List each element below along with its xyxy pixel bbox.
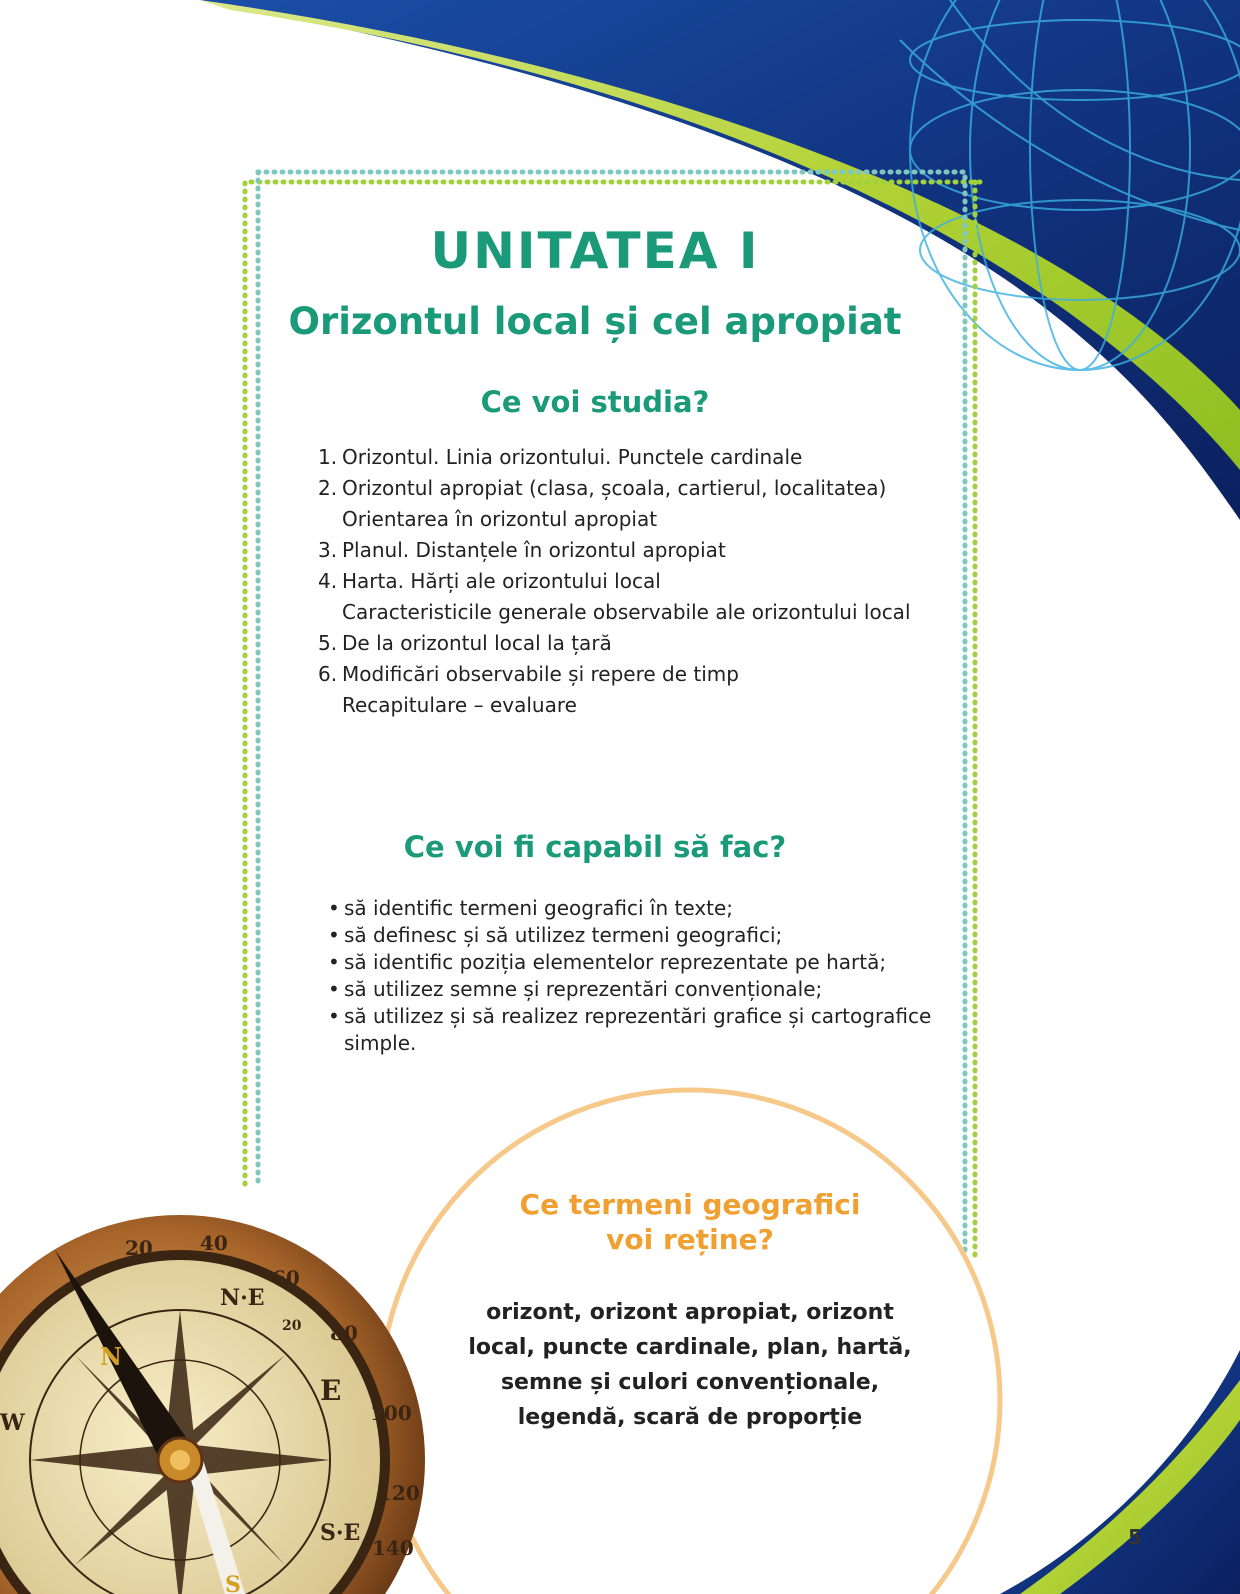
list-item: 1. Orizontul. Linia orizontului. Punctele cardinale — [318, 445, 803, 469]
terms-heading: Ce termeni geografici voi reține? — [519, 1188, 861, 1256]
list-item: • să utilizez semne și reprezentări convenționale; — [328, 976, 958, 1003]
list-item: • să identific poziția elementelor reprezentate pe hartă; — [328, 949, 958, 976]
list-item: 6. Modificări observabile și repere de timp Recapitulare – evaluare — [318, 662, 739, 717]
list-item: 3. Planul. Distanțele în orizontul apropiat — [318, 538, 726, 562]
compass-tick-label: 120 — [378, 1481, 420, 1505]
list-item: 5. De la orizontul local la țară — [318, 631, 612, 655]
list-item: 2. Orizontul apropiat (clasa, școala, cartierul, localitatea) Orientarea în orizontul apropiat — [318, 476, 887, 531]
compass-tick-label: 140 — [372, 1536, 414, 1560]
compass-icon — [0, 1160, 440, 1594]
compass-needle-label: N — [100, 1342, 122, 1371]
compass-tick-label: 80 — [330, 1321, 358, 1345]
terms-text: orizont, orizont apropiat, orizont local, puncte cardinale, plan, hartă, semne și culori convenționale, legendă, scară de proporție — [468, 1300, 912, 1430]
compass-tick-label: 60 — [272, 1266, 300, 1290]
compass-tick-label: N·E — [220, 1285, 265, 1311]
skills-list — [328, 895, 958, 1057]
compass-tick-label: 20 — [282, 1318, 302, 1334]
skills-heading: Ce voi fi capabil să fac? — [403, 830, 787, 864]
compass-tick-label: 100 — [370, 1401, 412, 1425]
unit-subtitle: Orizontul local și cel apropiat — [288, 300, 902, 343]
unit-title: UNITATEA I — [430, 222, 760, 280]
compass-tick-label: W — [0, 1410, 25, 1436]
list-item: • să definesc și să utilizez termeni geografici; — [328, 922, 958, 949]
list-item: • să identific termeni geografici în texte; — [328, 895, 958, 922]
compass-tick-label: 40 — [200, 1231, 228, 1255]
study-list — [318, 442, 958, 721]
list-item: • să utilizez și să realizez reprezentări grafice și cartografice simple. — [328, 1003, 958, 1057]
list-item: 4. Harta. Hărți ale orizontului local Caracteristicile generale observabile ale orizontului local — [318, 569, 911, 624]
page-number: 5 — [1128, 1525, 1142, 1549]
compass-tick-label: 20 — [125, 1236, 153, 1260]
banner-bottom-right — [1000, 1350, 1240, 1594]
study-heading: Ce voi studia? — [480, 385, 710, 419]
compass-needle-label: S — [225, 1572, 241, 1594]
compass-tick-label: E — [320, 1374, 342, 1407]
compass-tick-label: S·E — [320, 1520, 361, 1546]
